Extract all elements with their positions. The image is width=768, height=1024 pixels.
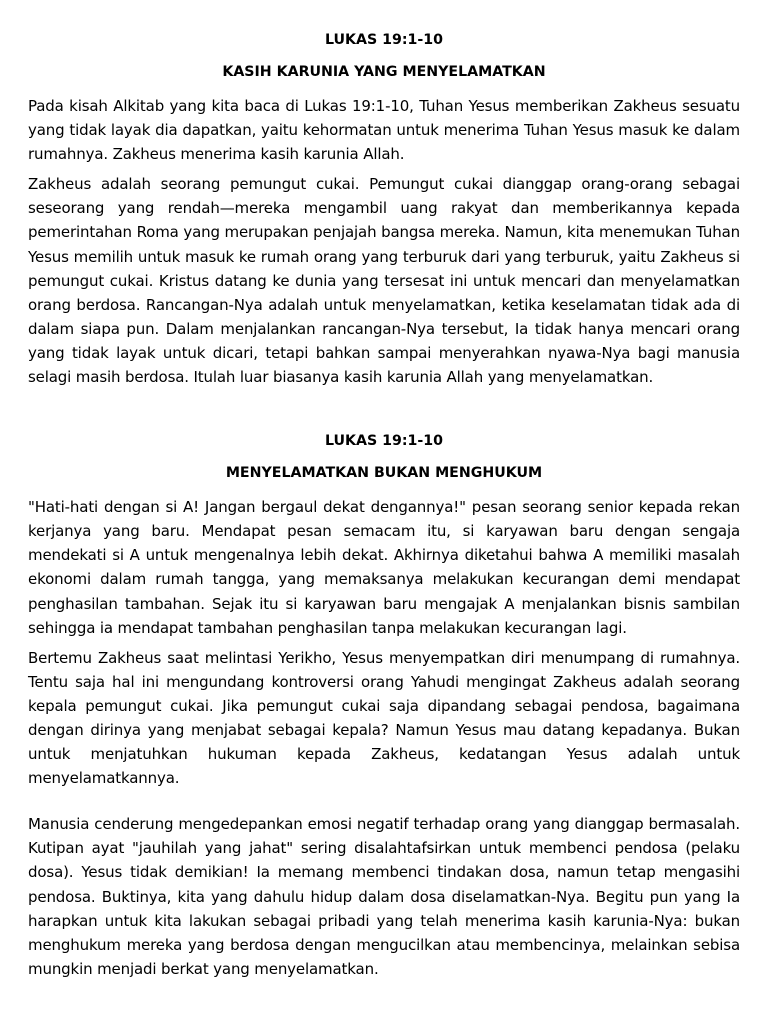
section-spacer <box>28 395 740 431</box>
section-2-paragraph-2: Bertemu Zakheus saat melintasi Yerikho, Yesus menyempatkan diri menumpang di rumahnya. Tentu saja hal ini mengundang kontroversi orang Yahudi mengingat Zakheus adalah seorang kepala pemungut cukai. Jika pemungut cukai saja dipandang sebagai pendosa, bagaimana dengan dirinya yang menjabat sebagai kepala? Namun Yesus mau datang kepadanya. Bukan untuk menjatuhkan hukuman kepada Zakheus, kedatangan Yesus adalah untuk menyelamatkannya. <box>28 648 740 788</box>
document-page <box>28 30 740 987</box>
paragraph-spacer <box>28 796 740 812</box>
section-2-paragraph-1: "Hati-hati dengan si A! Jangan bergaul dekat dengannya!" pesan seorang senior kepada rekan kerjanya yang baru. Mendapat pesan semacam itu, si karyawan baru dengan sengaja mendekati si A untuk mengenalnya lebih dekat. Akhirnya diketahui bahwa A memiliki masalah ekonomi dalam rumah tangga, yang memaksanya melakukan kecurangan demi mendapat penghasilan tambahan. Sejak itu si karyawan baru mengajak A menjalankan bisnis sambilan sehingga ia mendapat tambahan penghasilan tanpa melakukan kecurangan lagi. <box>28 498 740 637</box>
section-1-paragraph-2: Zakheus adalah seorang pemungut cukai. Pemungut cukai dianggap orang-orang sebagai seseorang yang rendah—mereka mengambil uang rakyat dan memberikannya kepada pemerintahan Roma yang merupakan penjajah bangsa mereka. Namun, kita menemukan Tuhan Yesus memilih untuk masuk ke rumah orang yang terburuk dari yang terburuk, yaitu Zakheus si pemungut cukai. Kristus datang ke dunia yang tersesat ini untuk mencari dan menyelamatkan orang berdosa. Rancangan-Nya adalah untuk menyelamatkan, ketika keselamatan tidak ada di dalam siapa pun. Dalam menjalankan rancangan-Nya tersebut, Ia tidak hanya mencari orang yang tidak layak untuk dicari, tetapi bahkan sampai menyerahkan nyawa-Nya bagi manusia selagi masih berdosa. Itulah luar biasanya kasih karunia Allah yang menyelamatkan. <box>28 175 740 387</box>
section-2-paragraph-3: Manusia cenderung mengedepankan emosi negatif terhadap orang yang dianggap bermasalah. Kutipan ayat "jauhilah yang jahat" sering disalahtafsirkan untuk membenci pendosa (pelaku dosa). Yesus tidak demikian! Ia memang membenci tindakan dosa, namun tetap mengasihi pendosa. Buktinya, kita yang dahulu hidup dalam dosa diselamatkan-Nya. Begitu pun yang Ia harapkan untuk kita lakukan sebagai pribadi yang telah menerima kasih karunia-Nya: bukan menghukum mereka yang berdosa dengan mengucilkan atau membencinya, melainkan sebisa mungkin menjadi berkat yang menyelamatkan. <box>28 815 740 978</box>
section-1-title: KASIH KARUNIA YANG MENYELAMATKAN <box>222 64 546 80</box>
section-1-reference: LUKAS 19:1-10 <box>324 32 444 48</box>
section-2-title: MENYELAMATKAN BUKAN MENGHUKUM <box>225 465 543 482</box>
section-1-paragraph-1: Pada kisah Alkitab yang kita baca di Lukas 19:1-10, Tuhan Yesus memberikan Zakheus sesuatu yang tidak layak dia dapatkan, yaitu kehormatan untuk menerima Tuhan Yesus masuk ke dalam rumahnya. Zakheus menerima kasih karunia Allah. <box>28 97 740 164</box>
section-2-reference: LUKAS 19:1-10 <box>324 433 444 450</box>
